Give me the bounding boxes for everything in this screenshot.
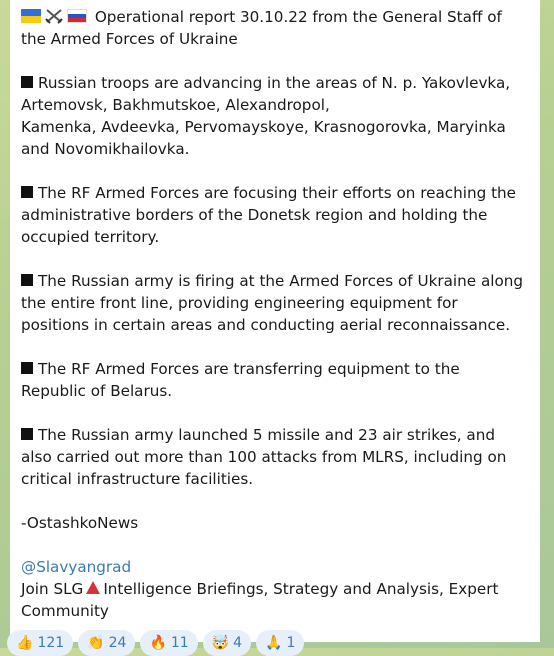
- paragraph-5: The Russian army launched 5 missile and 23 air strikes, and also carried out more than 100 attacks from MLRS, including on critical infrastructure facilities.: [21, 426, 507, 488]
- reaction-fire[interactable]: 🔥 11: [140, 630, 197, 656]
- thumbs-up-icon: 👍: [16, 635, 34, 651]
- paragraph-3: The Russian army is firing at the Armed Forces of Ukraine along the entire front line, providing engineering equipment for positions in certain areas and conducting aerial reconnaissance.: [21, 272, 524, 334]
- title-text-1: Operational report 30.10.22 from the General Staff of: [94, 8, 502, 26]
- join-line-2: Community: [21, 602, 109, 620]
- black-square-icon: [21, 428, 33, 440]
- paragraph-4: The RF Armed Forces are transferring equipment to the Republic of Belarus.: [21, 360, 460, 400]
- black-square-icon: [21, 362, 33, 374]
- reaction-pray[interactable]: 🙏 1: [256, 630, 304, 656]
- signature: -OstashkoNews: [21, 514, 139, 532]
- reaction-thumbs-up[interactable]: 👍 121: [7, 630, 73, 656]
- fire-icon: 🔥: [149, 635, 167, 651]
- title-line-1: [21, 6, 530, 28]
- mind-blown-icon: 🤯: [211, 635, 230, 651]
- message-text: [21, 6, 530, 622]
- reaction-mind-blown[interactable]: 🤯 4: [203, 630, 251, 656]
- clapping-hands-icon: 👏: [87, 635, 105, 651]
- channel-link[interactable]: @Slavyangrad: [21, 558, 132, 576]
- russia-flag-icon: [67, 9, 87, 23]
- reaction-clap[interactable]: 👏 24: [78, 630, 135, 656]
- paragraph-2: The RF Armed Forces are focusing their efforts on reaching the administrative borders of the Donetsk region and holding the occupied territory.: [21, 184, 516, 246]
- paragraph-1: Russian troops are advancing in the areas of N. p. Yakovlevka, Artemovsk, Bakhmutskoe, Alexandropol, Kamenka, Avdeevka, Pervomayskoye, Krasnogorovka, Maryinka and Novomikhailovka.: [21, 74, 511, 158]
- join-line: Join SLG Intelligence Briefings, Strategy and Analysis, Expert: [21, 580, 499, 598]
- black-square-icon: [21, 76, 33, 88]
- black-square-icon: [21, 274, 33, 286]
- crossed-swords-icon: [44, 8, 64, 24]
- black-square-icon: [21, 186, 33, 198]
- praying-hands-icon: 🙏: [265, 635, 283, 651]
- red-triangle-icon: [86, 581, 100, 594]
- ukraine-flag-icon: [21, 9, 41, 23]
- title-line-2: the Armed Forces of Ukraine: [21, 30, 238, 48]
- message-bubble: [10, 0, 540, 642]
- reactions-bar: [7, 630, 304, 656]
